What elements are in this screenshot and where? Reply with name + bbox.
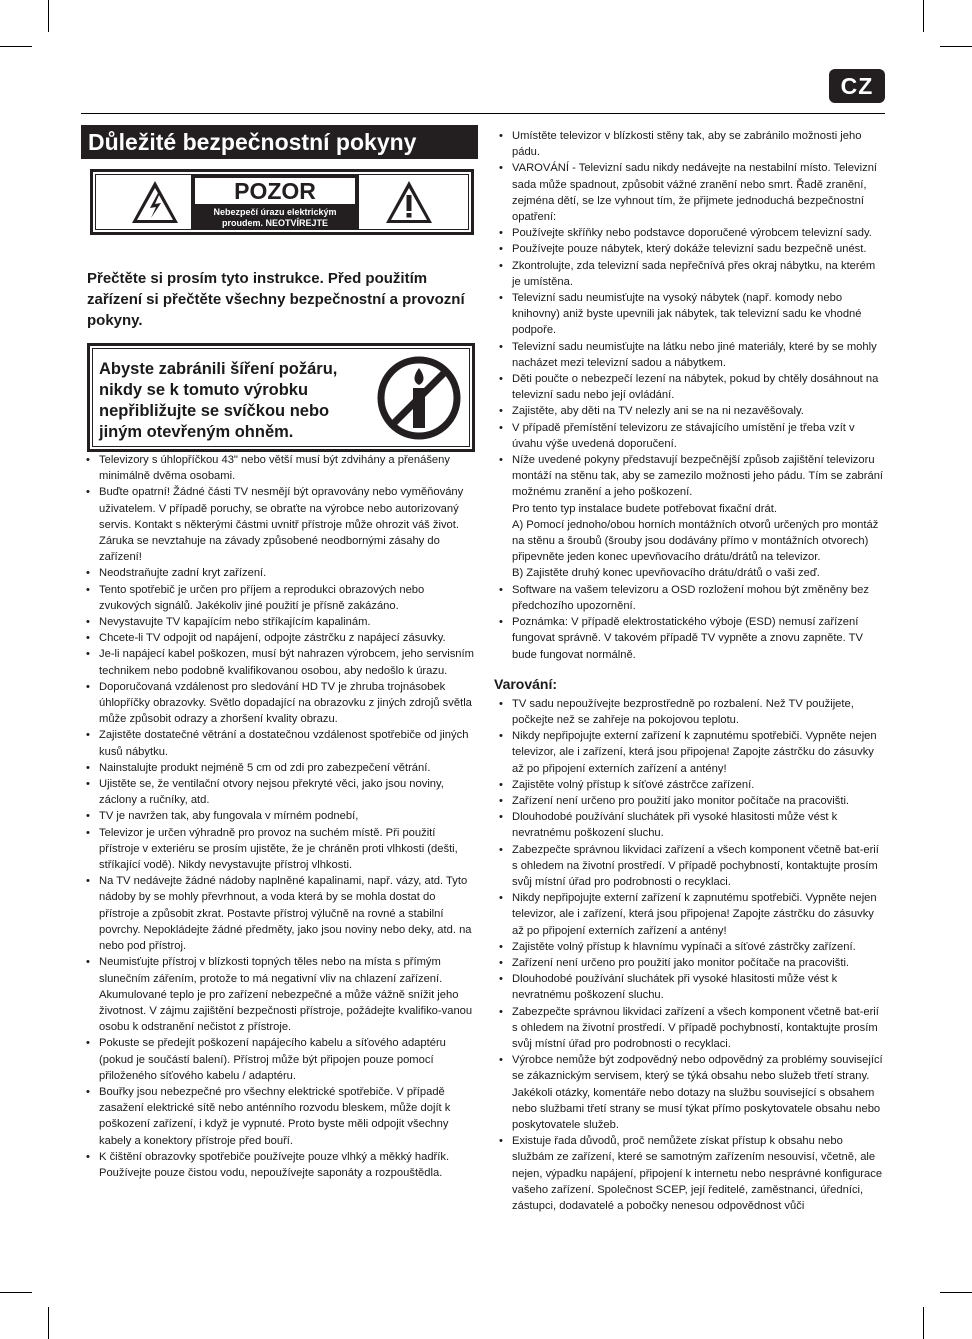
list-item: • Zkontrolujte, zda televizní sada nepřečnívá přes okraj nábytku, na kterém je umístěna.	[494, 258, 886, 290]
list-item: • Dlouhodobé používání sluchátek při vysoké hlasitosti může vést k nevratnému poškození sluchu.	[494, 971, 886, 1003]
crop-mark	[940, 1292, 972, 1293]
list-item: • Je-li napájecí kabel poškozen, musí být nahrazen výrobcem, jeho servisním technikem nebo podobně kvalifikovanou osobou, aby nedošlo k úrazu.	[81, 646, 478, 678]
list-item: • Zařízení není určeno pro použití jako monitor počítače na pracovišti.	[494, 793, 886, 809]
list-item: • Nikdy nepřipojujte externí zařízení k zapnutému spotřebiči. Vypněte nejen televizor, ale i zařízení, která jsou připojena! Zapojte zástrčku do zásuvky až po připojení externích zařízení a antény!	[494, 890, 886, 939]
list-item: • Nainstalujte produkt nejméně 5 cm od zdi pro zabezpečení větrání.	[81, 760, 478, 776]
list-item: • Umístěte televizor v blízkosti stěny tak, aby se zabránilo možnosti jeho pádu.	[494, 128, 886, 160]
safety-list-right	[494, 128, 886, 663]
list-item: • TV sadu nepoužívejte bezprostředně po rozbalení. Než TV použijete, počkejte než se zahřeje na pokojovou teplotu.	[494, 696, 886, 728]
warnings-heading: Varování:	[494, 675, 558, 692]
list-item: • Poznámka: V případě elektrostatického výboje (ESD) nemusí zařízení fungovat správně. V takovém případě TV vypněte a znovu zapněte. TV bude fungovat normálně.	[494, 614, 886, 663]
list-item: • Tento spotřebič je určen pro příjem a reprodukci obrazových nebo zvukových signálů. Jakékoliv jiné použití je přísně zakázáno.	[81, 582, 478, 614]
crop-mark	[48, 0, 49, 32]
list-item: • Chcete-li TV odpojit od napájení, odpojte zástrčku z napájecí zásuvky.	[81, 630, 478, 646]
crop-mark	[48, 1307, 49, 1339]
list-item: • Výrobce nemůže být zodpovědný nebo odpovědný za problémy související se zákaznickým servisem, který se týká obsahu nebo služeb třetí strany. Jakékoli otázky, komentáře nebo dotazy na službu související s obsahem nebo službami třetí strany se musí týkat přímo poskytovatele obsahu nebo poskytovatele služeb.	[494, 1052, 886, 1133]
no-candle-icon	[375, 354, 463, 442]
list-item: • Pokuste se předejít poškození napájecího kabelu a síťového adaptéru (pokud je součástí balení). Přístroj může být připojen pouze pomocí přiloženého síťového kabelu / adaptéru.	[81, 1035, 478, 1084]
mount-line: Pro tento typ instalace budete potřebovat fixační drát.	[512, 502, 777, 515]
list-item: • Používejte pouze nábytek, který dokáže televizní sadu bezpečně unést.	[494, 241, 886, 257]
language-badge: CZ	[829, 69, 885, 103]
electric-shock-warning-icon	[130, 179, 180, 225]
list-item: • Doporučovaná vzdálenost pro sledování HD TV je zhruba trojnásobek úhlopříčky obrazovky. Světlo dopadající na obrazovku z jiných zdrojů světla může způsobit odrazy a zhoršení kvality obrazu.	[81, 679, 478, 728]
crop-mark	[0, 1292, 32, 1293]
caution-label	[191, 175, 359, 229]
crop-mark	[940, 46, 972, 47]
list-item: • Ujistěte se, že ventilační otvory nejsou překryté věci, jako jsou noviny, záclony a ručníky, atd.	[81, 776, 478, 808]
section-title: Důležité bezpečnostní pokyny	[81, 125, 478, 159]
exclamation-warning-icon	[384, 179, 434, 225]
list-item: • Dlouhodobé používání sluchátek při vysoké hlasitosti může vést k nevratnému poškození sluchu.	[494, 809, 886, 841]
list-item: • Zajistěte dostatečné větrání a dostatečnou vzdálenost spotřebiče od jiných kusů nábytku.	[81, 727, 478, 759]
list-item: • Bouřky jsou nebezpečné pro všechny elektrické spotřebiče. V případě zasažení elektrické sítě nebo anténního rozvodu bleskem, může dojít k poškození zařízení, i když je vypnuté. Proto byste měli odpojit všechny kabely a konektory přístroje před bouří.	[81, 1084, 478, 1149]
list-item: • K čištění obrazovky spotřebiče používejte pouze vlhký a měkký hadřík. Používejte pouze čistou vodu, nepoužívejte saponáty a rozpouštědla.	[81, 1149, 478, 1181]
caution-box	[90, 169, 474, 235]
safety-list-left	[81, 452, 478, 1181]
list-item: • TV je navržen tak, aby fungovala v mírném podnebí,	[81, 808, 478, 824]
list-item: • Nevystavujte TV kapajícím nebo stříkajícím kapalinám.	[81, 614, 478, 630]
left-column	[81, 125, 478, 1181]
list-item: • Nikdy nepřipojujte externí zařízení k zapnutému spotřebiči. Vypněte nejen televizor, ale i zařízení, která jsou připojena! Zapojte zástrčku do zásuvky až po připojení externích zařízení a antény!	[494, 728, 886, 777]
list-item: • Na TV nedávejte žádné nádoby naplněné kapalinami, např. vázy, atd. Tyto nádoby by se mohly převrhnout, a voda která by se mohla dostat do přístroje a způsobit zkrat. Postavte přístroj výlučně na rovné a stabilní povrchy. Nepokládejte žádné předměty, jako jsou noviny nebo deky, atd. na nebo pod přístroj.	[81, 873, 478, 954]
list-item: • Televizní sadu neumisťujte na látku nebo jiné materiály, které by se mohly nacházet mezi televizní sadou a nábytkem.	[494, 339, 886, 371]
intro-text: Přečtěte si prosím tyto instrukce. Před použitím zařízení si přečtěte všechny bezpečnostní a provozní pokyny.	[87, 270, 465, 329]
list-item: • Zajistěte volný přístup k síťové zástrčce zařízení.	[494, 777, 886, 793]
crop-mark	[923, 1307, 924, 1339]
fire-warning-box	[87, 343, 475, 452]
list-item: • V případě přemístění televizoru ze stávajícího umístění je třeba vzít v úvahu výše uvedená doporučení.	[494, 420, 886, 452]
caution-subtext: Nebezpečí úrazu elektrickým proudem. NEOTVÍREJTE	[213, 207, 337, 228]
list-item: • Děti poučte o nebezpečí lezení na nábytek, pokud by chtěly dosáhnout na televizní sadu nebo její ovládání.	[494, 371, 886, 403]
list-item: • Zabezpečte správnou likvidaci zařízení a všech komponent včetně bat-erií s ohledem na životní prostředí. V případě pochybností, kontaktujte prosím svůj místní úřad pro podrobnosti o recyklaci.	[494, 1004, 886, 1053]
fire-warning-text: Abyste zabránili šíření požáru, nikdy se k tomuto výrobku nepřibližujte se svíčkou nebo jiným otevřeným ohněm.	[99, 360, 338, 441]
header-rule	[81, 113, 885, 114]
list-item: • Televizory s úhlopříčkou 43" nebo větší musí být zdvihány a přenášeny minimálně dvěma osobami.	[81, 452, 478, 484]
caution-word: POZOR	[195, 178, 355, 204]
list-item: • Zajistěte volný přístup k hlavnímu vypínači a síťové zástrčky zařízení.	[494, 939, 886, 955]
list-item: • Zabezpečte správnou likvidaci zařízení a všech komponent včetně bat-erií s ohledem na životní prostředí. V případě pochybností, kontaktujte prosím svůj místní úřad pro podrobnosti o recyklaci.	[494, 842, 886, 891]
crop-mark	[0, 46, 32, 47]
list-item: • Televizor je určen výhradně pro provoz na suchém místě. Při použití přístroje v exteriéru se prosím ujistěte, že je chráněn proti vlhkosti (dešti, stříkající vodě). Nikdy nevystavujte přístroj vlhkosti.	[81, 825, 478, 874]
list-item: • Televizní sadu neumisťujte na vysoký nábytek (např. komody nebo knihovny) aniž byste upevnili jak nábytek, tak televizní sadu ke vhodné podpoře.	[494, 290, 886, 339]
list-item: • Software na vašem televizoru a OSD rozložení mohou být změněny bez předchozího upozornění.	[494, 582, 886, 614]
list-item: • Neumisťujte přístroj v blízkosti topných těles nebo na místa s přímým slunečním zářením, protože to má negativní vliv na chlazení zařízení. Akumulované teplo je pro zařízení nebezpečné a může vážně snížit jeho životnost. V zájmu zajištění bezpečnosti přístroje, požádejte kvalifiko-vanou osobu k odstranění nečistot z přístroje.	[81, 954, 478, 1035]
list-item-wall-mount: • Níže uvedené pokyny představují bezpečnější způsob zajištění televizoru montáží na stěnu tak, aby se zamezilo možnosti jeho pádu. Tím se zabrání možnému zranění a jeho poškození. Pro tento typ instalace budete potřebovat fixační drát. A) Pomocí jednoho/obou horních montážních otvorů určených pro montáž na stěnu a šroubů (šrouby jsou dodávány přímo v montážních otvorech) připevněte jeden konec upevňovacího drátu/drátů na televizor. B) Zajistěte druhý konec upevňovacího drátu/drátů o vaši zeď.	[494, 452, 886, 582]
list-item: • Existuje řada důvodů, proč nemůžete získat přístup k obsahu nebo službám ze zařízení, které se samotným zařízením nesouvisí, včetně, ale nejen, výpadku napájení, připojení k internetu nebo nesprávné konfigurace vašeho zařízení. Společnost SCEP, její ředitelé, zaměstnanci, úředníci, zástupci, dodavatelé a pobočky nenesou odpovědnost vůči	[494, 1133, 886, 1214]
list-item: • Používejte skříňky nebo podstavce doporučené výrobcem televizní sady.	[494, 225, 886, 241]
list-item: • Neodstraňujte zadní kryt zařízení.	[81, 565, 478, 581]
crop-mark	[923, 0, 924, 32]
list-item: • VAROVÁNÍ - Televizní sadu nikdy nedávejte na nestabilní místo. Televizní sada může spadnout, způsobit vážné zranění nebo smrt. Řadě zranění, zejména dětí, se lze vyhnout tím, že přijmete jednoduchá bezpečnostní opatření:	[494, 160, 886, 225]
mount-line: A) Pomocí jednoho/obou horních montážních otvorů určených pro montáž na stěnu a šroubů (šrouby jsou dodávány přímo v montážních otvorech) připevněte jeden konec upevňovacího drátu/drátů na televizor.	[512, 518, 879, 564]
list-item: • Zařízení není určeno pro použití jako monitor počítače na pracovišti.	[494, 955, 886, 971]
warnings-list	[494, 696, 886, 1215]
list-item: • Buďte opatrní! Žádné části TV nesmějí být opravovány nebo vyměňovány uživatelem. V případě poruchy, se obraťte na výrobce nebo autorizovaný servis. Kontakt s některými částmi uvnitř přístroje může ohrozit váš život. Záruka se nevztahuje na závady způsobené neodbornými zásahy do zařízení!	[81, 484, 478, 565]
right-column	[494, 128, 886, 1214]
mount-line: B) Zajistěte druhý konec upevňovacího drátu/drátů o vaši zeď.	[512, 567, 820, 580]
list-item: • Zajistěte, aby děti na TV nelezly ani se na ni nezavěšovaly.	[494, 403, 886, 419]
